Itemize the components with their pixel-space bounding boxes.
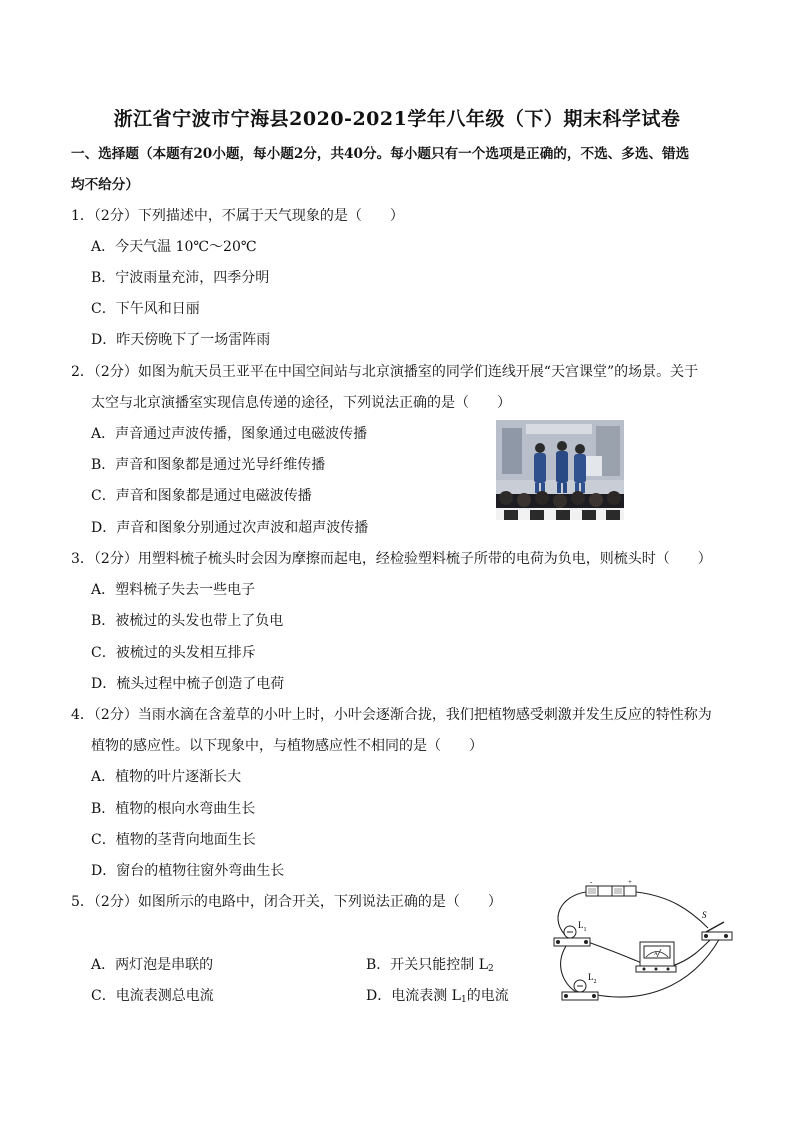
question-1-option-b: B．宁波雨量充沛，四季分明 bbox=[91, 270, 270, 286]
question-4-option-b: B．植物的根向水弯曲生长 bbox=[91, 801, 256, 817]
switch-icon bbox=[702, 922, 732, 940]
circuit-diagram bbox=[540, 880, 736, 1008]
question-2-option-b: B．声音和图象都是通过光导纤维传播 bbox=[91, 457, 326, 473]
question-3-stem: 3．（2分）用塑料梳子梳头时会因为摩擦而起电，经检验塑料梳子所带的电荷为负电，则梳头时（ ） bbox=[71, 551, 712, 567]
ammeter-icon bbox=[636, 942, 676, 972]
question-1-option-c: C．下午风和日丽 bbox=[91, 301, 200, 317]
question-2-stem-line1: 2．（2分）如图为航天员王亚平在中国空间站与北京演播室的同学们连线开展“天宫课堂”的场景。关于 bbox=[71, 364, 699, 380]
question-2-option-c: C．声音和图象都是通过电磁波传播 bbox=[91, 488, 312, 504]
page-title: 浙江省宁波市宁海县2020-2021学年八年级（下）期末科学试卷 bbox=[113, 108, 681, 130]
svg-text:-: - bbox=[590, 880, 593, 886]
question-4-stem-line1: 4．（2分）当雨水滴在含羞草的小叶上时，小叶会逐渐合拢，我们把植物感受刺激并发生反应的特性称为 bbox=[71, 707, 712, 723]
space-classroom-photo bbox=[496, 420, 624, 520]
question-2-option-d: D．声音和图象分别通过次声波和超声波传播 bbox=[91, 520, 369, 536]
question-4-stem-line2: 植物的感应性。以下现象中，与植物感应性不相同的是（ ） bbox=[91, 738, 483, 754]
switch-label: S bbox=[702, 910, 707, 920]
svg-text:A: A bbox=[654, 952, 658, 957]
question-1-option-d: D．昨天傍晚下了一场雷阵雨 bbox=[91, 332, 271, 348]
question-5-option-b: B．开关只能控制 $L_2$ bbox=[366, 957, 494, 974]
question-4-option-c: C．植物的茎背向地面生长 bbox=[91, 832, 256, 848]
section-heading-line1: 一、选择题（本题有20小题，每小题2分，共40分。每小题只有一个选项是正确的，不选、多选、错选 bbox=[71, 146, 690, 162]
question-5-option-d: D．电流表测 $L_1$的电流 bbox=[366, 988, 509, 1005]
question-5-stem: 5．（2分）如图所示的电路中，闭合开关，下列说法正确的是（ ） bbox=[71, 894, 502, 910]
question-3-option-b: B．被梳过的头发也带上了负电 bbox=[91, 613, 284, 629]
question-3-option-c: C．被梳过的头发相互排斥 bbox=[91, 645, 256, 661]
question-4-option-d: D．窗台的植物往窗外弯曲生长 bbox=[91, 863, 285, 879]
question-1-stem: 1．（2分）下列描述中，不属于天气现象的是（ ） bbox=[71, 208, 404, 224]
svg-text:L1: $L_1$ bbox=[578, 920, 587, 933]
question-5-option-c: C．电流表测总电流 bbox=[91, 988, 214, 1004]
question-3-option-d: D．梳头过程中梳子创造了电荷 bbox=[91, 676, 285, 692]
section-heading-line2: 均不给分） bbox=[71, 177, 139, 193]
question-2-option-a: A．声音通过声波传播，图象通过电磁波传播 bbox=[91, 426, 368, 442]
question-2-stem-line2: 太空与北京演播室实现信息传递的途径，下列说法正确的是（ ） bbox=[91, 395, 511, 411]
question-1-option-a: A．今天气温 10℃～20℃ bbox=[91, 239, 257, 255]
svg-text:+: + bbox=[628, 880, 632, 886]
battery-icon bbox=[586, 880, 636, 896]
question-5-option-a: A．两灯泡是串联的 bbox=[91, 957, 214, 973]
question-4-option-a: A．植物的叶片逐渐长大 bbox=[91, 769, 242, 785]
question-3-option-a: A．塑料梳子失去一些电子 bbox=[91, 582, 256, 598]
svg-text:L2: $L_2$ bbox=[588, 972, 597, 985]
